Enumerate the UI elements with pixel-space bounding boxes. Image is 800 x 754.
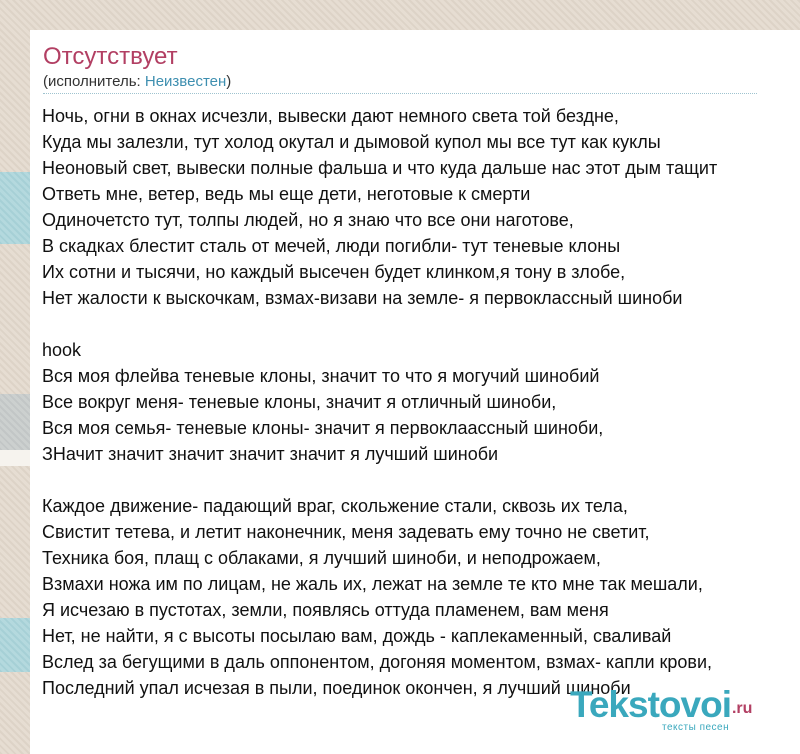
lyric-line: Ночь, огни в окнах исчезли, вывески дают немного света той бездне, <box>42 106 619 126</box>
lyric-line: Все вокруг меня- теневые клоны, значит я отличный шиноби, <box>42 392 557 412</box>
watermark-logo-text: Tekstovoi <box>570 684 731 725</box>
artist-link[interactable]: Неизвестен <box>144 73 227 90</box>
artist-suffix: ) <box>226 73 232 90</box>
lyric-line: Техника боя, плащ с облаками, я лучший шиноби, и неподрожаем, <box>42 548 601 568</box>
artist-prefix: (исполнитель: <box>43 73 145 90</box>
lyrics-card <box>30 30 800 754</box>
lyric-line: Их сотни и тысячи, но каждый высечен будет клинком,я тону в злобе, <box>42 262 626 282</box>
lyric-line: Вся моя флейва теневые клоны, значит то что я могучий шинобий <box>42 366 600 386</box>
site-watermark <box>570 684 753 733</box>
title-divider <box>43 93 757 94</box>
lyric-line: Куда мы залезли, тут холод окутал и дымовой купол мы все тут как куклы <box>42 132 661 152</box>
lyric-line: Нет жалости к выскочкам, взмах-визави на земле- я первоклассный шиноби <box>42 288 683 308</box>
lyric-line: ЗНачит значит значит значит значит я лучший шиноби <box>42 444 499 464</box>
lyric-line: Неоновый свет, вывески полные фальша и что куда дальше нас этот дым тащит <box>42 158 718 178</box>
stanza-spacer <box>42 311 800 337</box>
watermark-tld: .ru <box>731 700 753 717</box>
lyric-line: Свистит тетева, и летит наконечник, меня задевать ему точно не светит, <box>42 522 650 542</box>
lyric-line: Ответь мне, ветер, ведь мы еще дети, неготовые к смерти <box>42 184 531 204</box>
watermark-tagline: тексты песен <box>662 722 730 733</box>
lyric-line: Каждое движение- падающий враг, скольжение стали, сквозь их тела, <box>42 496 628 516</box>
lyric-line: Нет, не найти, я с высоты посылаю вам, дождь - каплекаменный, сваливай <box>42 626 672 646</box>
lyric-line: Вся моя семья- теневые клоны- значит я первоклаассный шиноби, <box>42 418 604 438</box>
lyrics-text <box>42 103 800 701</box>
hook-label: hook <box>42 340 82 360</box>
stanza-spacer <box>42 467 800 493</box>
lyric-line: Вслед за бегущими в даль оппонентом, догоняя моментом, взмах- капли крови, <box>42 652 713 672</box>
lyric-line: Я исчезаю в пустотах, земли, появлясь оттуда пламенем, вам меня <box>42 600 609 620</box>
lyric-line: Последний упал исчезая в пыли, поединок окончен, я лучший шиноби <box>42 678 631 698</box>
lyric-line: В скадках блестит сталь от мечей, люди погибли- тут теневые клоны <box>42 236 621 256</box>
lyric-line: Взмахи ножа им по лицам, не жаль их, лежат на земле те кто мне так мешали, <box>42 574 703 594</box>
song-title: Отсутствует <box>43 43 178 70</box>
artist-line <box>43 73 231 91</box>
lyric-line: Одиночетсто тут, толпы людей, но я знаю что все они наготове, <box>42 210 574 230</box>
